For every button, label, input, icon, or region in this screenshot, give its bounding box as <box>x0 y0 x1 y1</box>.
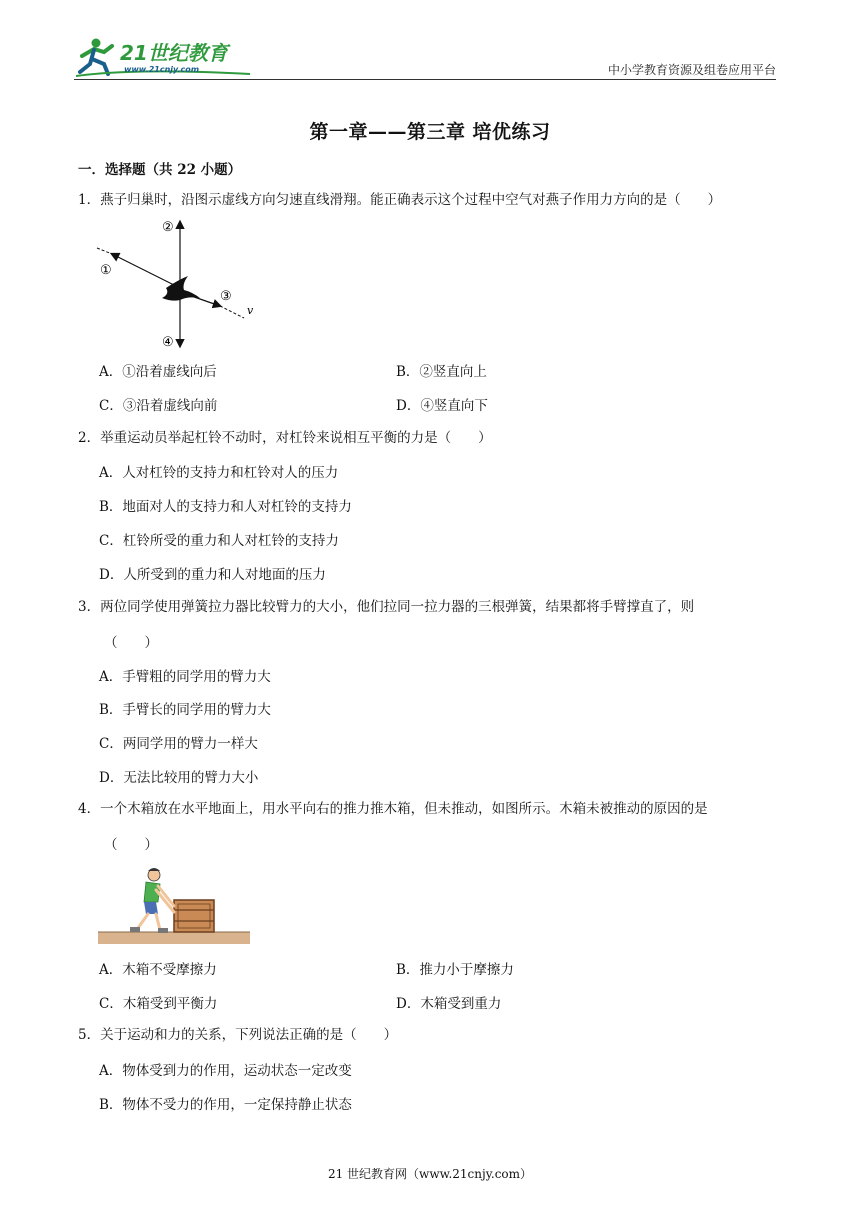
q5-option-a: A．物体受到力的作用，运动状态一定改变 <box>99 1063 352 1079</box>
q2-option-d: D．人所受到的重力和人对地面的压力 <box>99 567 326 583</box>
q3-option-a: A．手臂粗的同学用的臂力大 <box>99 669 271 685</box>
q1-option-c: C．③沿着虚线向前 <box>99 398 218 414</box>
question-2-stem: 2．举重运动员举起杠铃不动时，对杠铃来说相互平衡的力是（ ） <box>78 430 492 446</box>
question-1-stem: 1．燕子归巢时，沿图示虚线方向匀速直线滑翔。能正确表示这个过程中空气对燕子作用力方向的是（ ） <box>78 192 722 208</box>
label-v: v <box>247 304 254 317</box>
boy-pushing-icon <box>130 868 174 933</box>
question-3-stem: 3．两位同学使用弹簧拉力器比较臂力的大小，他们拉同一拉力器的三根弹簧，结果都将手臂撑直了，则 <box>78 599 695 615</box>
question-3-paren: （ ） <box>104 635 158 651</box>
logo-text: 21世纪教育 <box>120 41 228 65</box>
q1-option-d: D．④竖直向下 <box>396 398 488 414</box>
q1-option-a: A．①沿着虚线向后 <box>99 364 217 380</box>
q4-option-a: A．木箱不受摩擦力 <box>99 962 217 978</box>
q2-option-a: A．人对杠铃的支持力和杠铃对人的压力 <box>99 465 339 481</box>
crate-icon <box>174 900 214 932</box>
label-4: ④ <box>162 335 174 350</box>
question-4-stem: 4．一个木箱放在水平地面上，用水平向右的推力推木箱，但未推动，如图所示。木箱未被推动的原因的是 <box>78 801 708 817</box>
q4-option-d: D．木箱受到重力 <box>396 996 502 1012</box>
page-footer: 21 世纪教育网（www.21cnjy.com） <box>327 1167 533 1181</box>
logo-sub: www.21cnjy.com <box>124 65 200 74</box>
q3-option-c: C．两同学用的臂力一样大 <box>99 736 258 752</box>
q3-option-b: B．手臂长的同学用的臂力大 <box>99 702 271 718</box>
q3-option-d: D．无法比较用的臂力大小 <box>99 770 259 786</box>
question-4-paren: （ ） <box>104 837 158 853</box>
push-box-illustration <box>98 862 250 944</box>
swallow-force-diagram <box>92 218 262 353</box>
question-5-stem: 5．关于运动和力的关系，下列说法正确的是（ ） <box>78 1027 398 1043</box>
q4-option-b: B．推力小于摩擦力 <box>396 962 514 978</box>
page-title: 第一章——第三章 培优练习 <box>309 121 551 143</box>
q2-option-b: B．地面对人的支持力和人对杠铃的支持力 <box>99 499 352 515</box>
section-heading: 一．选择题（共 22 小题） <box>78 162 242 178</box>
site-logo <box>74 34 254 78</box>
q2-option-c: C．杠铃所受的重力和人对杠铃的支持力 <box>99 533 339 549</box>
header-platform-text: 中小学教育资源及组卷应用平台 <box>607 63 776 77</box>
label-1: ① <box>100 263 112 278</box>
label-3: ③ <box>220 289 232 304</box>
label-2: ② <box>162 220 174 235</box>
swallow-icon <box>162 276 200 301</box>
q4-option-c: C．木箱受到平衡力 <box>99 996 218 1012</box>
q1-option-b: B．②竖直向上 <box>396 364 487 380</box>
header-divider <box>74 79 776 80</box>
q5-option-b: B．物体不受力的作用，一定保持静止状态 <box>99 1097 352 1113</box>
